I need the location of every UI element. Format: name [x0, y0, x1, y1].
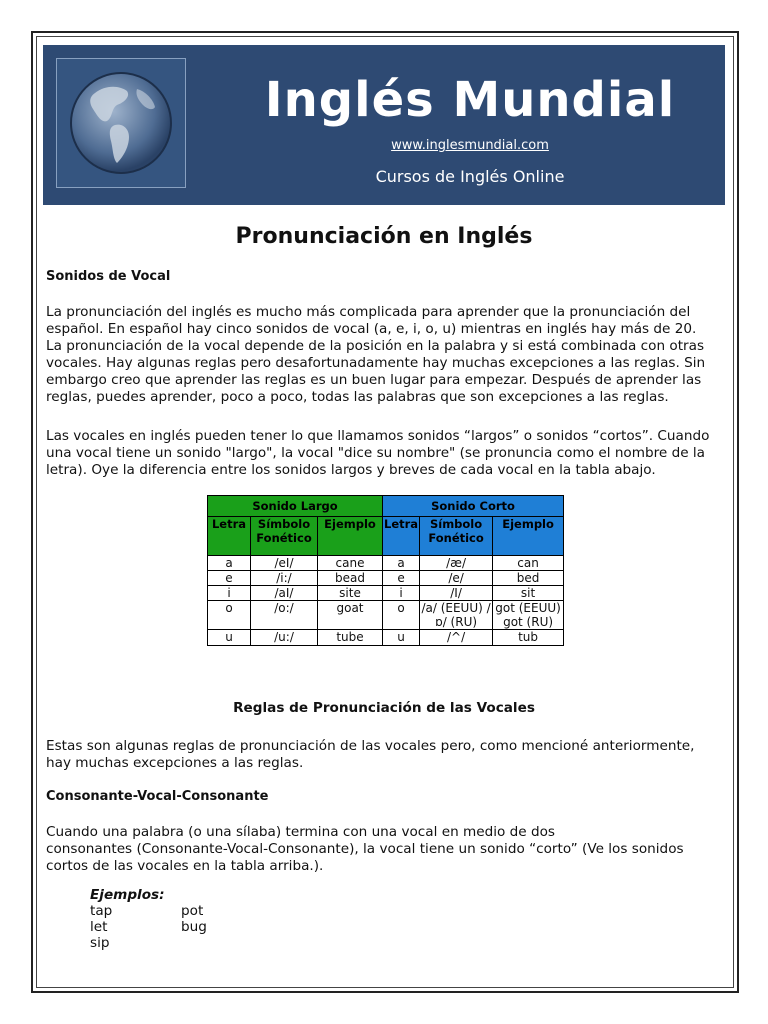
table-cell: site — [318, 586, 383, 601]
col-header-example: Ejemplo — [318, 517, 383, 556]
table-cell: /aI/ — [251, 586, 318, 601]
text-line: cortos de las vocales en la tabla arriba.). — [46, 858, 324, 874]
table-cell: /æ/ — [420, 556, 493, 571]
text-line: La pronunciación de la vocal depende de la posición en la palabra y si está combinada con otras — [46, 338, 705, 354]
table-group-short: Sonido Corto — [383, 496, 564, 517]
table-cell: e — [208, 571, 251, 586]
table-cell: /I/ — [420, 586, 493, 601]
table-cell: i — [208, 586, 251, 601]
table-cell: /o:/ — [251, 601, 318, 630]
example-word: tap — [90, 903, 113, 919]
examples-column-2 — [181, 903, 207, 935]
examples-label: Ejemplos: — [90, 887, 165, 903]
text-line: reglas, puedes aprender, poco a poco, todas las palabras que son excepciones a las reglas. — [46, 389, 669, 405]
table-cell: e — [383, 571, 420, 586]
long-short-paragraph — [46, 428, 722, 479]
table-cell: /a/ (EEUU) /ɒ/ (RU) — [421, 601, 491, 629]
table-cell: /i:/ — [251, 571, 318, 586]
table-row — [208, 556, 564, 571]
text-line: hay muchas excepciones a las reglas. — [46, 755, 304, 771]
example-word: let — [90, 919, 108, 935]
col-header-example: Ejemplo — [493, 517, 564, 556]
table-cell: a — [208, 556, 251, 571]
example-word: pot — [181, 903, 204, 919]
page-title: Pronunciación en Inglés — [235, 224, 533, 249]
text-line: La pronunciación del inglés es mucho más complicada para aprender que la pronunciación del — [46, 304, 691, 320]
text-line: Estas son algunas reglas de pronunciación de las vocales pero, como mencioné anteriormente, — [46, 738, 695, 754]
table-cell: /u:/ — [251, 630, 318, 646]
col-header-symbol: Símbolo Fonético — [251, 517, 318, 556]
text-line: consonantes (Consonante-Vocal-Consonante), la vocal tiene un sonido “corto” (Ve los sonidos — [46, 841, 684, 857]
vowel-sounds-table — [207, 495, 564, 646]
rules-paragraph — [46, 738, 722, 772]
table-cell: i — [383, 586, 420, 601]
text-line: letra). Oye la diferencia entre los sonidos largos y breves de cada vocal en la tabla abajo. — [46, 462, 656, 478]
example-word: sip — [90, 935, 110, 951]
section-heading-vowel-sounds: Sonidos de Vocal — [46, 269, 171, 284]
table-cell: u — [208, 630, 251, 646]
table-row — [208, 586, 564, 601]
text-line: embargo creo que aprender las reglas es un buen lugar para empezar. Después de aprender las — [46, 372, 702, 388]
table-cell: bead — [318, 571, 383, 586]
table-cell: goat — [318, 601, 383, 630]
table-row — [208, 571, 564, 586]
table-cell: /eI/ — [251, 556, 318, 571]
col-header-symbol: Símbolo Fonético — [420, 517, 493, 556]
text-line: español. En español hay cinco sonidos de vocal (a, e, i, o, u) mientras en inglés hay más de 20. — [46, 321, 697, 337]
site-url-link[interactable]: www.inglesmundial.com — [391, 138, 549, 153]
table-cell: tub — [493, 630, 564, 646]
example-word: bug — [181, 919, 207, 935]
table-cell: got (EEUU) got (RU) — [493, 601, 564, 630]
table-cell: sit — [493, 586, 564, 601]
cvc-paragraph — [46, 824, 722, 875]
brand-title: Inglés Mundial — [264, 72, 676, 128]
table-cell: cane — [318, 556, 383, 571]
table-row — [208, 601, 564, 630]
examples-column-1 — [90, 903, 112, 951]
col-header-letter: Letra — [383, 517, 420, 556]
table-cell: tube — [318, 630, 383, 646]
table-row — [208, 630, 564, 646]
table-cell: u — [383, 630, 420, 646]
section-heading-cvc: Consonante-Vocal-Consonante — [46, 789, 269, 804]
table-cell: can — [493, 556, 564, 571]
brand-tagline: Cursos de Inglés Online — [375, 167, 565, 186]
globe-icon — [56, 58, 186, 188]
table-cell: o — [383, 601, 420, 630]
text-line: Cuando una palabra (o una sílaba) termina con una vocal en medio de dos — [46, 824, 556, 840]
table-group-long: Sonido Largo — [208, 496, 383, 517]
table-cell: bed — [493, 571, 564, 586]
table-cell: a — [383, 556, 420, 571]
text-line: Las vocales en inglés pueden tener lo que llamamos sonidos “largos” o sonidos “cortos”. Cuando — [46, 428, 710, 444]
table-cell: o — [208, 601, 251, 630]
text-line: vocales. Hay algunas reglas pero desafortunadamente hay muchas excepciones a las reglas. Sin — [46, 355, 706, 371]
table-cell: /e/ — [420, 571, 493, 586]
table-cell: /^/ — [420, 630, 493, 646]
section-heading-vowel-rules: Reglas de Pronunciación de las Vocales — [233, 700, 535, 716]
intro-paragraph — [46, 304, 722, 406]
text-line: una vocal tiene un sonido "largo", la vocal "dice su nombre" (se pronuncia como el nombre de la — [46, 445, 706, 461]
col-header-letter: Letra — [208, 517, 251, 556]
